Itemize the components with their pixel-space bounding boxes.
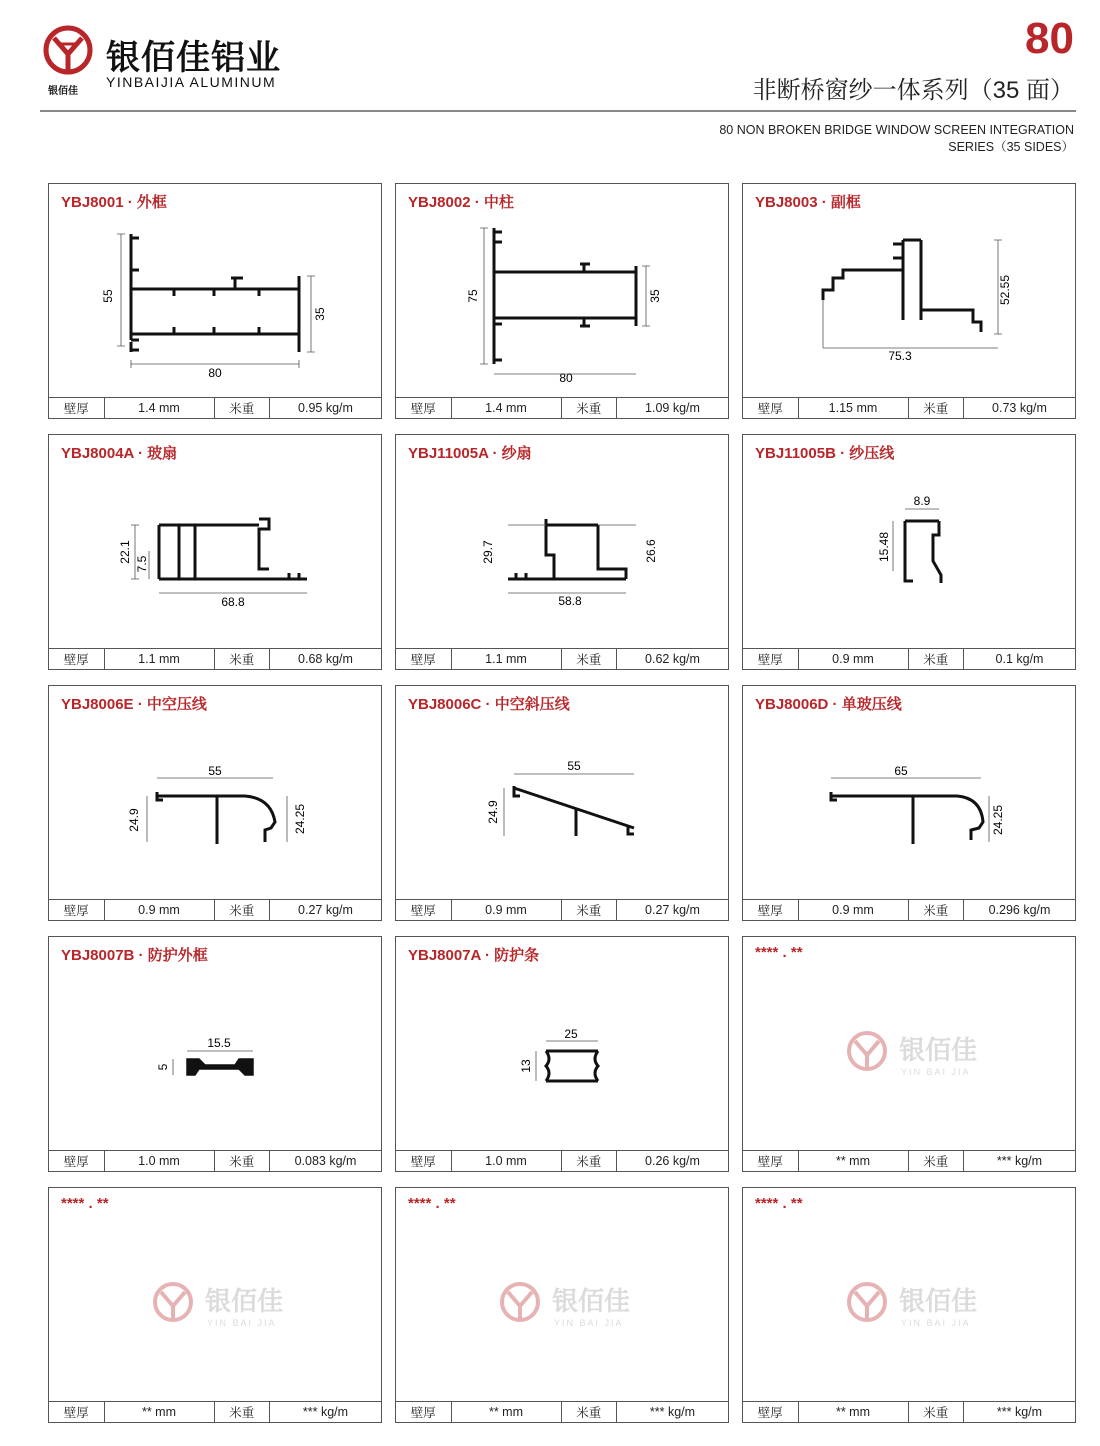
spec-row [396,397,728,418]
profile-title: YBJ8004A · 玻扇 [61,445,178,462]
profile-title: **** . ** [755,944,803,961]
watermark-text-en: YIN BAI JIA [901,1067,971,1077]
wall-thickness-label: 壁厚 [743,649,799,669]
meter-weight-value: *** kg/m [996,1405,1043,1419]
dimension-label: 80 [559,371,573,385]
profile-title: **** . ** [61,1195,109,1212]
dimension-label: 75 [466,289,480,303]
profile-card [395,685,729,921]
series-title-en-line2: SERIES（35 SIDES） [948,140,1074,154]
profile-title: **** . ** [755,1195,803,1212]
dimension-label: 22.1 [118,540,132,564]
meter-weight-label: 米重 [909,1402,965,1422]
meter-weight-value: *** kg/m [649,1405,696,1419]
wall-thickness-value: 1.0 mm [105,1151,215,1171]
profile-drawing [49,465,381,645]
profile-card [48,183,382,419]
page-header [0,0,1100,170]
brand-name-small: 银佰佳 [48,86,78,97]
spec-row [743,1150,1075,1171]
profile-title: YBJ8007A · 防护条 [408,947,540,964]
wall-thickness-label: 壁厚 [743,900,799,920]
profile-card [395,434,729,670]
meter-weight-label: 米重 [562,900,618,920]
dimension-label: 24.25 [293,803,307,835]
profile-card [395,936,729,1172]
wall-thickness-value: 0.9 mm [799,900,909,920]
dimension-label: 25 [564,1027,578,1041]
watermark [743,967,1075,1147]
header-divider [40,110,1076,112]
wall-thickness-value: ** mm [452,1402,562,1422]
meter-weight-value: 0.62 kg/m [645,652,700,666]
wall-thickness-label: 壁厚 [743,1151,799,1171]
wall-thickness-value: ** mm [105,1402,215,1422]
dimension-label: 58.8 [558,594,582,608]
wall-thickness-value: ** mm [799,1402,909,1422]
watermark-text-en: YIN BAI JIA [207,1318,277,1328]
dimension-label: 75.3 [888,349,912,363]
dimension-label: 29.7 [481,540,495,564]
wall-thickness-label: 壁厚 [49,1402,105,1422]
meter-weight-label: 米重 [562,1151,618,1171]
dimension-label: 24.9 [127,808,141,832]
dimension-label: 15.5 [207,1036,231,1050]
profile-title: YBJ8006C · 中空斜压线 [408,696,570,713]
profile-card [742,183,1076,419]
profile-drawing [743,214,1075,394]
profile-drawing [396,465,728,645]
dimension-label: 24.25 [991,804,1005,836]
wall-thickness-label: 壁厚 [49,649,105,669]
profile-drawing [49,214,381,394]
brand-logo [40,20,300,100]
dimension-label: 5 [156,1063,170,1071]
dimension-label: 80 [208,366,222,380]
wall-thickness-label: 壁厚 [49,900,105,920]
meter-weight-label: 米重 [562,398,618,418]
meter-weight-label: 米重 [562,649,618,669]
watermark [49,1218,381,1398]
meter-weight-label: 米重 [909,900,965,920]
profile-title: YBJ8002 · 中柱 [408,194,514,211]
dimension-label: 68.8 [221,595,245,609]
profile-drawing [396,967,728,1147]
spec-row [396,1401,728,1422]
spec-row [49,1150,381,1171]
series-title-en [719,122,1074,156]
meter-weight-label: 米重 [909,649,965,669]
meter-weight-value: 0.26 kg/m [645,1154,700,1168]
profile-drawing [743,716,1075,896]
meter-weight-label: 米重 [215,1402,271,1422]
series-title-cn: 非断桥窗纱一体系列（35 面） [752,77,1074,104]
profile-title: YBJ8001 · 外框 [61,194,167,211]
wall-thickness-label: 壁厚 [743,398,799,418]
wall-thickness-value: 1.1 mm [452,649,562,669]
meter-weight-value: 0.73 kg/m [992,401,1047,415]
wall-thickness-value: 0.9 mm [105,900,215,920]
watermark [743,1218,1075,1398]
dimension-label: 24.9 [486,800,500,824]
spec-row [49,648,381,669]
wall-thickness-value: 1.1 mm [105,649,215,669]
brand-name-cn: 银佰佳铝业 [106,39,281,77]
dimension-label: 8.9 [913,494,931,508]
wall-thickness-value: 0.9 mm [799,649,909,669]
dimension-label: 55 [208,764,222,778]
wall-thickness-label: 壁厚 [396,1402,452,1422]
meter-weight-label: 米重 [562,1402,618,1422]
wall-thickness-label: 壁厚 [743,1402,799,1422]
meter-weight-value: 0.083 kg/m [294,1154,357,1168]
meter-weight-label: 米重 [215,398,271,418]
meter-weight-value: 0.68 kg/m [298,652,353,666]
profile-card [48,685,382,921]
profile-title: YBJ11005B · 纱压线 [755,445,895,462]
spec-row [743,397,1075,418]
wall-thickness-label: 壁厚 [49,398,105,418]
profile-title: YBJ8006D · 单玻压线 [755,696,902,713]
profile-drawing [396,214,728,394]
spec-row [49,1401,381,1422]
spec-row [743,899,1075,920]
dimension-label: 7.5 [135,555,149,573]
page-number: 80 [1025,14,1074,63]
dimension-label: 35 [313,307,327,321]
spec-row [49,397,381,418]
wall-thickness-value: ** mm [799,1151,909,1171]
watermark-text-cn: 银佰佳 [552,1286,631,1316]
spec-row [49,899,381,920]
watermark [396,1218,728,1398]
meter-weight-label: 米重 [909,1151,965,1171]
wall-thickness-value: 1.4 mm [105,398,215,418]
meter-weight-value: 0.296 kg/m [988,903,1051,917]
profile-title: YBJ8006E · 中空压线 [61,696,207,713]
wall-thickness-label: 壁厚 [396,900,452,920]
dimension-label: 65 [894,764,908,778]
meter-weight-value: 1.09 kg/m [645,401,700,415]
meter-weight-value: 0.1 kg/m [995,652,1044,666]
wall-thickness-label: 壁厚 [396,649,452,669]
meter-weight-label: 米重 [909,398,965,418]
brand-name-en: YINBAIJIA ALUMINUM [106,74,277,90]
watermark-text-cn: 银佰佳 [205,1286,284,1316]
profile-card [48,434,382,670]
watermark-text-cn: 银佰佳 [899,1035,978,1065]
placeholder-card [742,1187,1076,1423]
profile-title: **** . ** [408,1195,456,1212]
profile-title: YBJ8003 · 副框 [755,194,861,211]
dimension-label: 13 [519,1059,533,1073]
meter-weight-label: 米重 [215,1151,271,1171]
yinbaijia-logo-icon [40,24,96,80]
placeholder-card [395,1187,729,1423]
profile-card [395,183,729,419]
watermark-text-en: YIN BAI JIA [901,1318,971,1328]
meter-weight-value: 0.27 kg/m [645,903,700,917]
watermark-text-en: YIN BAI JIA [554,1318,624,1328]
wall-thickness-label: 壁厚 [49,1151,105,1171]
placeholder-card [742,936,1076,1172]
meter-weight-value: *** kg/m [996,1154,1043,1168]
wall-thickness-value: 1.4 mm [452,398,562,418]
profile-card [742,685,1076,921]
profile-drawing [743,465,1075,645]
profile-drawing [49,716,381,896]
profile-drawing [396,716,728,896]
spec-row [396,648,728,669]
dimension-label: 55 [101,289,115,303]
wall-thickness-label: 壁厚 [396,398,452,418]
wall-thickness-value: 1.0 mm [452,1151,562,1171]
series-title-en-line1: 80 NON BROKEN BRIDGE WINDOW SCREEN INTEGRATION [719,123,1074,137]
wall-thickness-value: 0.9 mm [452,900,562,920]
wall-thickness-label: 壁厚 [396,1151,452,1171]
profile-card [742,434,1076,670]
profile-drawing [49,967,381,1147]
dimension-label: 52.55 [998,274,1012,306]
meter-weight-value: *** kg/m [302,1405,349,1419]
dimension-label: 55 [567,759,581,773]
meter-weight-value: 0.27 kg/m [298,903,353,917]
meter-weight-label: 米重 [215,900,271,920]
spec-row [743,648,1075,669]
profile-title: YBJ8007B · 防护外框 [61,947,208,964]
spec-row [743,1401,1075,1422]
meter-weight-label: 米重 [215,649,271,669]
meter-weight-value: 0.95 kg/m [298,401,353,415]
dimension-label: 15.48 [877,531,891,563]
profile-card [48,936,382,1172]
spec-row [396,1150,728,1171]
watermark-text-cn: 银佰佳 [899,1286,978,1316]
profile-title: YBJ11005A · 纱扇 [408,445,532,462]
placeholder-card [48,1187,382,1423]
wall-thickness-value: 1.15 mm [799,398,909,418]
spec-row [396,899,728,920]
dimension-label: 26.6 [644,539,658,563]
dimension-label: 35 [648,289,662,303]
